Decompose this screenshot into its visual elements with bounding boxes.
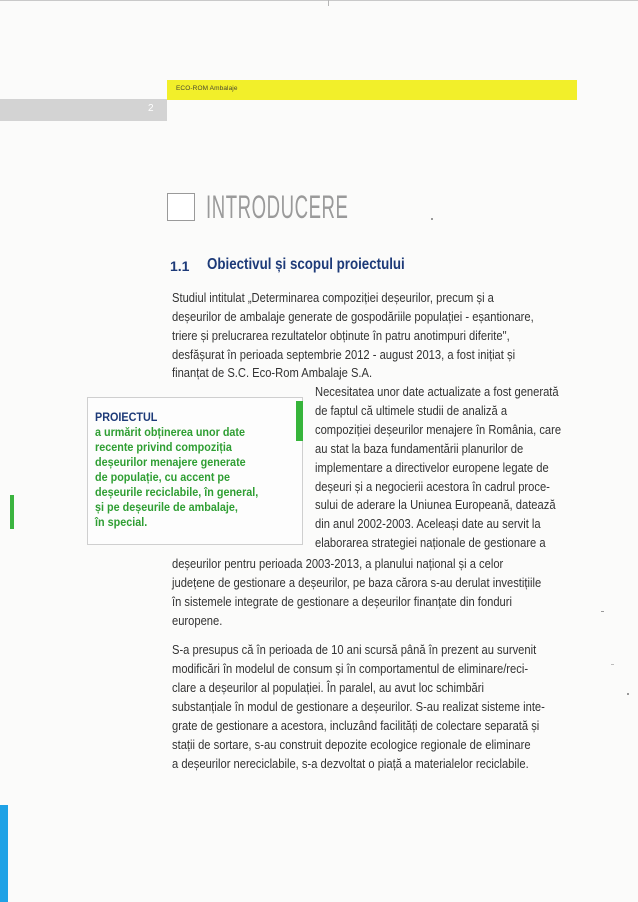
paragraph2-line: implementare a directivelor europene legate de [315,460,549,475]
section-title: Obiectivul și scopul proiectului [207,256,405,273]
scan-speck [431,218,433,220]
callout-line: și pe deșeurile de ambalaje, [95,500,238,514]
paragraph2-line: deșeuri și a negocierii acestora în cadrul proce- [315,479,550,494]
callout-line: deșeurile reciclabile, în general, [95,485,259,499]
paragraph3-line: S-a presupus că în perioada de 10 ani scursă până în prezent au survenit [172,642,537,657]
callout-heading: PROIECTUL [95,410,158,424]
paragraph1-line: finanțat de S.C. Eco-Rom Ambalaje S.A. [172,365,373,380]
paragraph2-line: județene de gestionare a deșeurilor, pe baza cărora s-au derulat investițiile [172,575,542,590]
paragraph2-line: au stat la baza fundamentării planurilor de [315,441,524,456]
callout-line: deșeurilor menajere generate [95,455,246,469]
callout-line: a urmărit obținerea unor date [95,425,246,439]
margin-green-mark [10,495,14,529]
margin-blue-tab [0,805,8,902]
callout-line: recente privind compoziția [95,440,232,454]
paragraph2-line: elaborarea strategiei naționale de gestionare a [315,535,546,550]
paragraph3-line: clare a deșeurilor al populației. În paralel, au avut loc schimbări [172,680,484,695]
paragraph1-line: deșeurilor de ambalaje generate de gospodăriile populației - eșantionare, [172,309,534,324]
paragraph2-line: Necesitatea unor date actualizate a fost generată [315,384,559,399]
paragraph2-line: deșeurilor pentru perioada 2003-2013, a planului național și a celor [172,556,504,571]
scan-speck [627,693,629,695]
paragraph3-line: modificări în modelul de consum și în comportamentul de eliminare/reci- [172,661,529,676]
paragraph2-line: compoziției deșeurilor menajere în România, care [315,422,562,437]
top-crop-mark [328,0,329,6]
top-border-line [0,0,638,1]
callout-line: de populație, cu accent pe [95,470,231,484]
page-number: 2 [148,103,154,114]
paragraph2-line: în sistemele integrate de gestionare a deșeurilor finanțate din fonduri [172,594,512,609]
paragraph3-line: substanțiale în modul de gestionare a deșeurilor. S-au realizat sisteme inte- [172,699,545,714]
page-number-band [0,99,167,121]
paragraph3-line: grate de gestionare a acestora, incluzând facilități de colectare separată și [172,718,540,733]
paragraph2-line: europene. [172,613,223,628]
paragraph3-line: a deșeurilor nereciclabile, s-a dezvoltat o piață a materialelor reciclabile. [172,756,529,771]
paragraph1-line: desfășurat în perioada septembrie 2012 - august 2013, a fost inițiat și [172,347,516,362]
callout-line: în special. [95,515,148,529]
paragraph1-line: triere și prelucrarea rezultatelor obținute în patru anotimpuri diferite", [172,328,510,343]
header-title: ECO-ROM Ambalaje [176,85,238,92]
section-number: 1.1 [170,258,190,274]
scan-speck [601,611,604,612]
chapter-title: INTRODUCERE [206,189,349,225]
paragraph1-line: Studiul intitulat „Determinarea compoziției deșeurilor, precum și a [172,290,494,305]
paragraph2-line: de faptul că ultimele studii de analiză a [315,403,508,418]
paragraph2-line: din anul 2002-2003. Aceleași date au servit la [315,516,541,531]
paragraph2-line: sului de aderare la Uniunea Europeană, datează [315,497,556,512]
chapter-square-icon [167,193,195,221]
callout-accent-bar [296,401,303,441]
scan-speck [611,664,614,665]
paragraph3-line: stații de sortare, s-au construit depozite ecologice regionale de eliminare [172,737,531,752]
